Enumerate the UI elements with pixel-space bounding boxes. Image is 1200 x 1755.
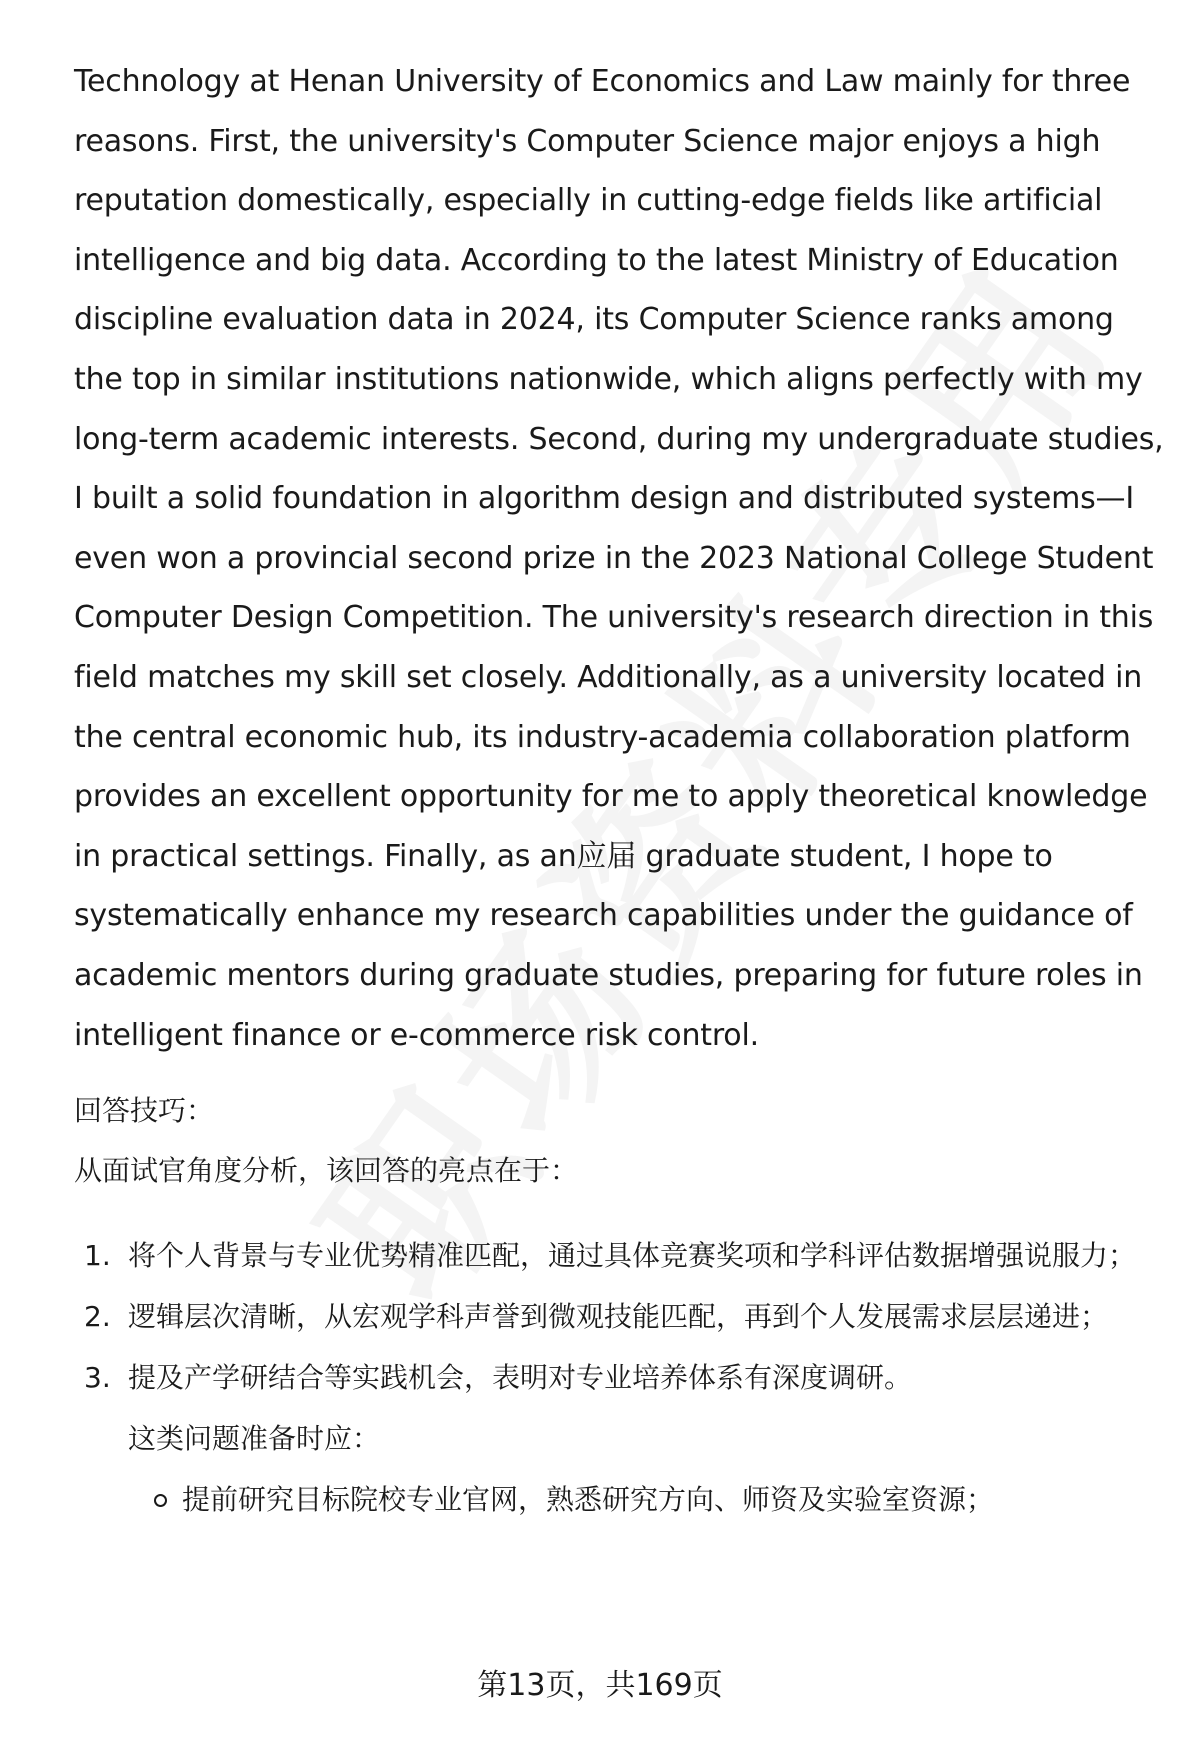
tips-label: 回答技巧： [74, 1094, 215, 1128]
page-content [74, 52, 1164, 1530]
list-item [74, 1225, 1164, 1286]
list-item-text: 提及产学研结合等实践机会，表明对专业培养体系有深度调研。 [128, 1361, 913, 1395]
list-item [74, 1469, 1164, 1530]
answer-paragraph: Technology at Henan University of Economics and Law mainly for three reasons. First, the university's Computer Science major enjoys a high reputation domestically, especially in cutting-edge fields like artificial intelligence and big data. According to the latest Ministry of Education discipline evaluation data in 2024, its Computer Science ranks among the top in similar institutions nationwide, which aligns perfectly with my long-term academic interests. Second, during my undergraduate studies, I built a solid foundation in algorithm design and distributed systems—I even won a provincial second prize in the 2023 National College Student Computer Design Competition. The university's research direction in this field matches my skill set closely. Additionally, as a university located in the central economic hub, its industry-academia collaboration platform provides an excellent opportunity for me to apply theoretical knowledge in practical settings. Finally, as an应届 graduate student, I hope to systematically enhance my research capabilities under the guidance of academic mentors during graduate studies, preparing for future roles in intelligent finance or e-commerce risk control. [74, 64, 1164, 1053]
prep-list [74, 1469, 1164, 1530]
highlight-list [74, 1225, 1164, 1408]
analysis-label: 从面试官角度分析，该回答的亮点在于： [74, 1154, 579, 1188]
list-number: 2. [84, 1300, 111, 1334]
list-number: 1. [84, 1239, 111, 1273]
prep-label: 这类问题准备时应： [128, 1422, 381, 1456]
list-item [74, 1347, 1164, 1408]
list-item-text: 将个人背景与专业优势精准匹配，通过具体竞赛奖项和学科评估数据增强说服力； [128, 1239, 1137, 1273]
list-item [74, 1286, 1164, 1347]
page-footer: 第13页，共169页 [477, 1668, 723, 1703]
list-number: 3. [84, 1361, 111, 1395]
list-item-text: 提前研究目标院校专业官网，熟悉研究方向、师资及实验室资源； [182, 1483, 995, 1517]
hollow-circle-bullet-icon [154, 1494, 167, 1507]
list-item-text: 逻辑层次清晰，从宏观学科声誉到微观技能匹配，再到个人发展需求层层递进； [128, 1300, 1109, 1334]
